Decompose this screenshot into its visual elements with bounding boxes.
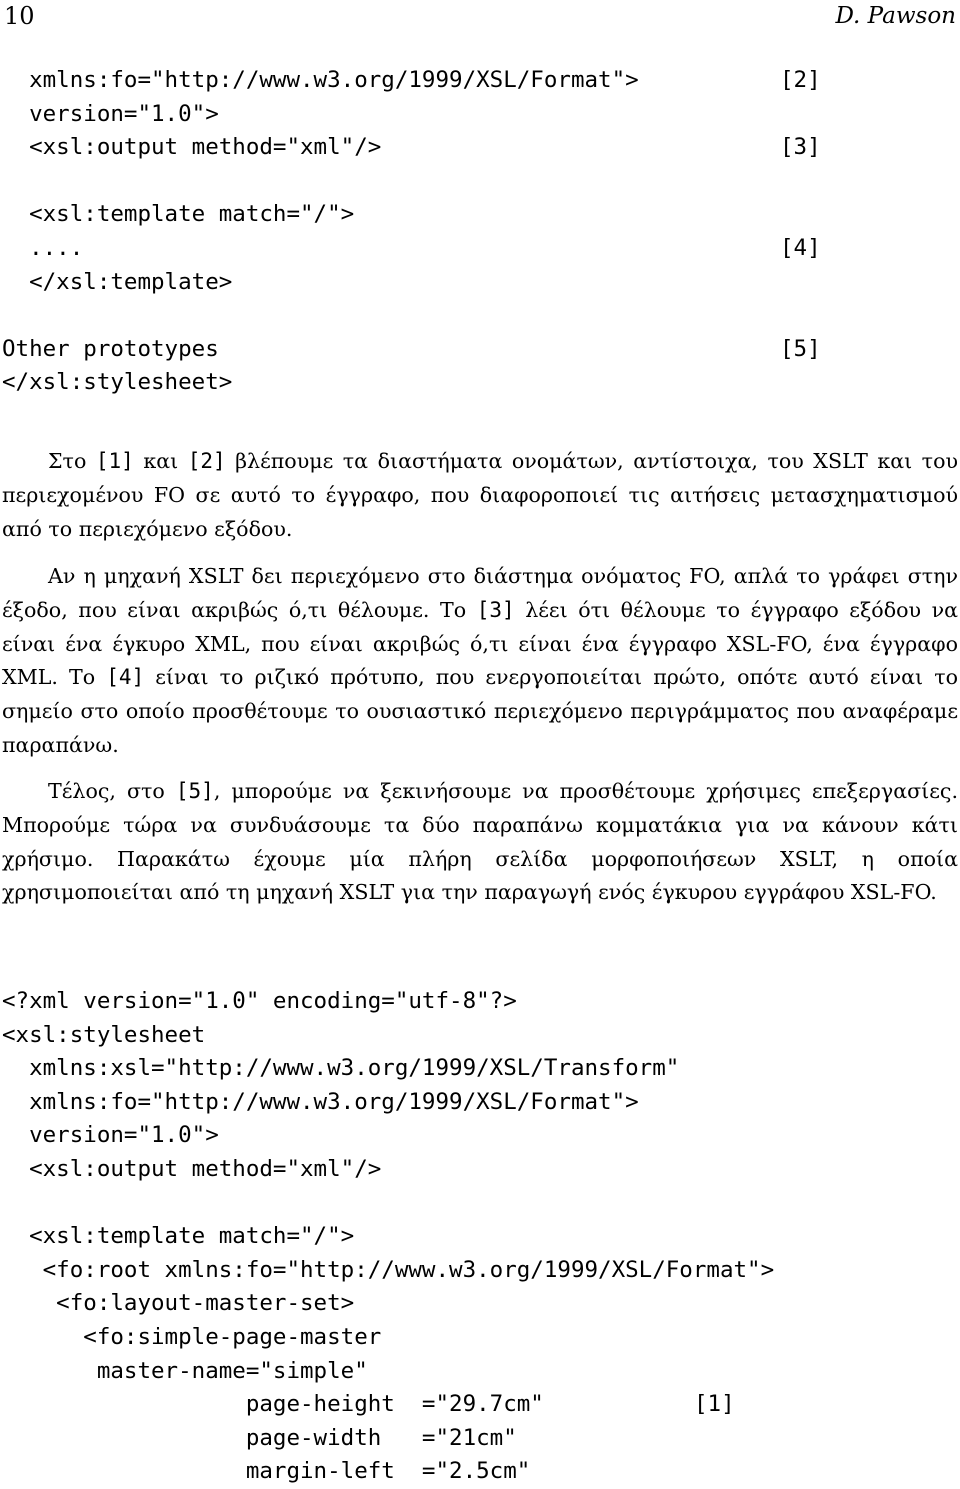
code-line bbox=[2, 366, 952, 400]
code-text: <xsl:template match="/"> bbox=[2, 201, 355, 228]
paragraph-text: λέει ότι θέλουμε το έγγραφο εξόδου να είναι ένα έγκυρο XML, που είναι ακριβώς ό,τι είναι ένα έγγραφο XSL-FO, ένα έγγραφο XML. Το bbox=[2, 597, 958, 690]
code-callout: [3] bbox=[780, 134, 821, 161]
code-listing-stylesheet bbox=[2, 985, 952, 1489]
code-text: <xsl:stylesheet bbox=[2, 1021, 206, 1048]
code-line bbox=[2, 1153, 952, 1187]
paragraph-text: Τέλος, στο bbox=[48, 779, 176, 803]
code-text: <fo:simple-page-master bbox=[2, 1323, 382, 1350]
code-line bbox=[2, 1220, 952, 1254]
paragraph-text: Αν η μηχανή XSLT δει περιεχόμενο στο διάστημα ονόματος FO, απλά το γράφει στην έξοδο, που είναι ακριβώς ό,τι θέλουμε. Το bbox=[2, 564, 958, 622]
code-text: </xsl:template> bbox=[2, 268, 233, 295]
code-line bbox=[2, 1019, 952, 1053]
code-text: <xsl:template match="/"> bbox=[2, 1223, 355, 1250]
paragraph-text: είναι το ριζικό πρότυπο, που ενεργοποιείται πρώτο, οπότε αυτό είναι το σημείο στο οποίο προσθέτουμε το ουσιαστικό περιεχόμενο περιγράμματος που αναφέραμε παραπάνω. bbox=[2, 665, 958, 757]
code-line bbox=[2, 1086, 952, 1120]
code-line bbox=[2, 1187, 952, 1221]
code-line bbox=[2, 198, 952, 232]
code-line bbox=[2, 64, 952, 98]
paragraph-namespaces bbox=[2, 445, 958, 546]
callout-reference: [5] bbox=[175, 779, 214, 803]
page-header bbox=[0, 0, 960, 32]
code-text: xmlns:xsl="http://www.w3.org/1999/XSL/Transform" bbox=[2, 1055, 680, 1082]
code-line bbox=[2, 1422, 952, 1456]
code-line bbox=[2, 98, 952, 132]
paragraph-text: Στο bbox=[48, 449, 96, 473]
code-callout: [1] bbox=[694, 1391, 735, 1418]
code-text: .... bbox=[2, 234, 84, 261]
code-text: <?xml version="1.0" encoding="utf-8"?> bbox=[2, 988, 517, 1014]
code-text: <fo:root xmlns:fo="http://www.w3.org/1999/XSL/Format"> bbox=[2, 1256, 775, 1283]
code-text: <xsl:output method="xml"/> bbox=[2, 134, 382, 161]
code-line bbox=[2, 1455, 952, 1489]
code-line bbox=[2, 299, 952, 333]
code-line bbox=[2, 1119, 952, 1153]
code-text: xmlns:fo="http://www.w3.org/1999/XSL/Format"> bbox=[2, 1088, 639, 1115]
paragraph-conclusion bbox=[2, 775, 958, 910]
code-text: <xsl:output method="xml"/> bbox=[2, 1155, 382, 1182]
code-line bbox=[2, 131, 952, 165]
callout-reference: [3] bbox=[476, 597, 515, 622]
code-line bbox=[2, 985, 952, 1019]
code-callout: [5] bbox=[780, 335, 821, 362]
code-line bbox=[2, 1321, 952, 1355]
code-line bbox=[2, 1287, 952, 1321]
code-text: page-width ="21cm" bbox=[2, 1424, 517, 1451]
callout-reference: [4] bbox=[106, 665, 145, 690]
paragraph-text: και bbox=[133, 449, 188, 473]
code-line bbox=[2, 1254, 952, 1288]
paragraph-text: , μπορούμε να ξεκινήσουμε να προσθέτουμε χρήσιμες επεξεργασίες. Μπορούμε τώρα να συνδυάσουμε τα δύο παραπάνω κομματάκια για να κάνουν κάτι χρήσιμο. Παρακάτω έχουμε μία πλήρη σελίδα μορφοποιήσεων XSLT, η οποία χρησιμοποιείται από τη μηχανή XSLT για την παραγωγή ενός έγκυρου εγγράφου XSL-FO. bbox=[2, 779, 958, 905]
code-text: master-name="simple" bbox=[2, 1357, 368, 1384]
code-line bbox=[2, 1355, 952, 1389]
code-text: version="1.0"> bbox=[2, 1122, 219, 1149]
code-callout: [2] bbox=[780, 67, 821, 93]
paragraph-output bbox=[2, 560, 958, 763]
callout-reference: [2] bbox=[187, 449, 226, 473]
code-text: </xsl:stylesheet> bbox=[2, 369, 233, 396]
code-text: version="1.0"> bbox=[2, 100, 219, 127]
code-line bbox=[2, 1052, 952, 1086]
code-text: margin-left ="2.5cm" bbox=[2, 1458, 531, 1485]
callout-reference: [1] bbox=[95, 449, 134, 473]
code-listing-fragment bbox=[2, 64, 952, 400]
code-text: Other prototypes bbox=[2, 335, 219, 362]
code-text: xmlns:fo="http://www.w3.org/1999/XSL/Format"> bbox=[2, 67, 639, 93]
code-line bbox=[2, 165, 952, 199]
code-text: page-height ="29.7cm" bbox=[2, 1391, 544, 1418]
code-line bbox=[2, 266, 952, 300]
paragraph-text: βλέπουμε τα διαστήματα ονομάτων, αντίστοιχα, του XSLT και του περιεχομένου FO σε αυτό το έγγραφο, που διαφοροποιεί τις αιτήσεις μετασχηματισμού από το περιεχόμενο εξόδου. bbox=[2, 449, 958, 541]
code-line bbox=[2, 333, 952, 367]
page-number: 10 bbox=[4, 2, 35, 30]
code-line bbox=[2, 1388, 952, 1422]
code-callout: [4] bbox=[780, 234, 821, 261]
running-header-author: D. Pawson bbox=[835, 3, 956, 29]
code-line bbox=[2, 232, 952, 266]
code-text: <fo:layout-master-set> bbox=[2, 1290, 355, 1317]
